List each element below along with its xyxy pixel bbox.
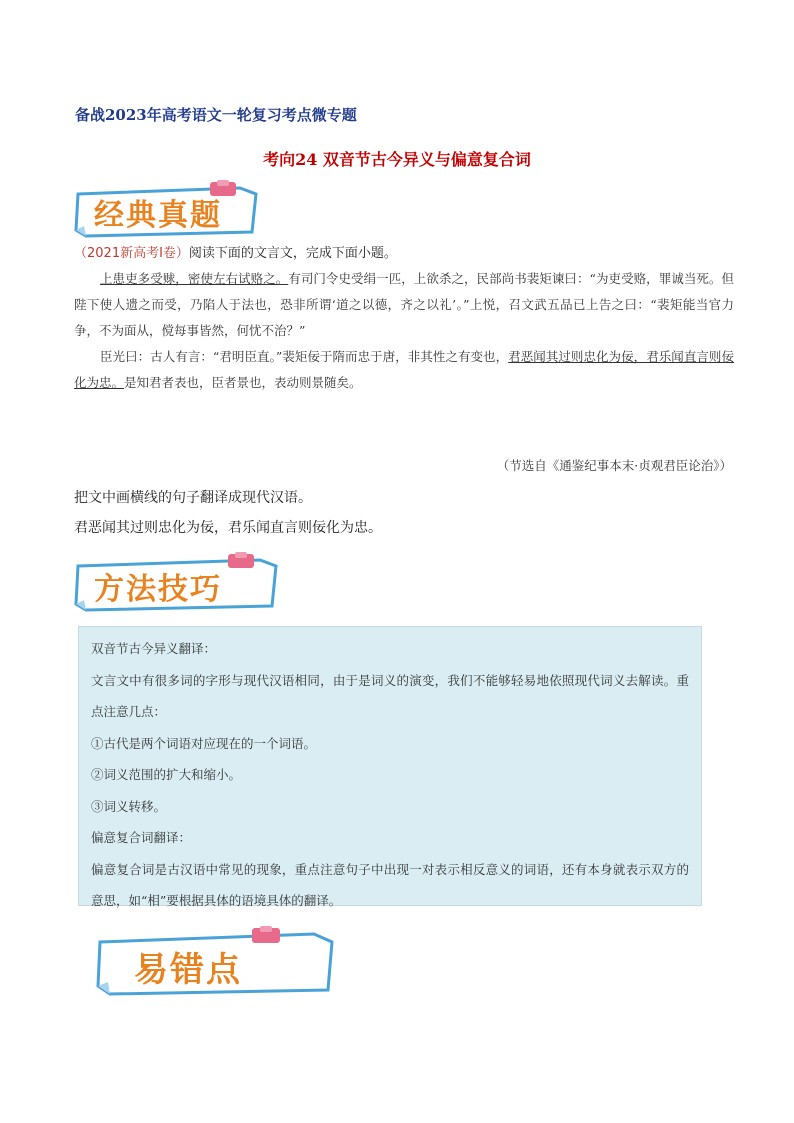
topic-title: 考向24 双音节古今异义与偏意复合词 [263, 150, 531, 169]
banner-mistake [94, 926, 339, 1000]
classical-p1-rest: 有司门令史受绢一匹，上欲杀之，民部尚书裴矩谏曰：“为吏受赂，罪诚当死。但陛下使人遗之而受，乃陷人于法也，恐非所谓‘道之以德，齐之以礼’。”上悦，召文武五品已上告之曰：“裴矩能当官力争，不为面从，傥每事皆然，何忧不治？” [74, 271, 734, 338]
classical-p2-start: 臣光曰：古人有言：“君明臣直。”裴矩佞于隋而忠于唐，非其性之有变也， [100, 349, 509, 364]
banner-classic [72, 180, 262, 242]
method-line-6: 偏意复合词翻译： [91, 830, 192, 845]
classical-paragraph-1 [74, 266, 734, 344]
question-source: （2021新高考Ⅰ卷） [74, 246, 189, 261]
method-tips-box [78, 626, 702, 906]
question-instruction: 阅读下面的文言文，完成下面小题。 [188, 246, 397, 261]
method-line-4: ②词义范围的扩大和缩小。 [91, 767, 242, 782]
method-line-5: ③词义转移。 [91, 798, 167, 814]
paper-clip-icon [228, 552, 254, 568]
banner-classic-label: 经典真题 [94, 198, 222, 233]
answer-text: 君恶闻其过则忠化为佞，君乐闻直言则佞化为忠。 [74, 520, 382, 536]
method-line-1: 双音节古今异义翻译： [91, 641, 217, 656]
banner-mistake-label: 易错点 [134, 950, 242, 990]
classical-p2-end: 是知君者表也，臣者景也，表动则景随矣。 [124, 375, 362, 390]
method-line-3: ①古代是两个词语对应现在的一个词语。 [91, 735, 317, 751]
method-line-2: 文言文中有很多词的字形与现代汉语相同，由于是词义的演变，我们不能够轻易地依照现代词义去解读。重点注意几点： [91, 672, 689, 719]
question-source-line [74, 242, 397, 261]
method-line-7: 偏意复合词是古汉语中常见的现象，重点注意句子中出现一对表示相反意义的词语，还有本身就表示双方的意思，如“相”要根据具体的语境具体的翻译。 [91, 861, 689, 908]
header-title: 备战2023年高考语文一轮复习考点微专题 [75, 106, 357, 124]
paper-clip-icon [252, 926, 280, 943]
classical-text [74, 266, 734, 396]
classical-paragraph-2 [74, 344, 734, 396]
question-prompt: 把文中画横线的句子翻译成现代汉语。 [74, 490, 312, 506]
banner-method [72, 552, 282, 616]
banner-method-label: 方法技巧 [94, 572, 222, 607]
underlined-sentence-1: 上患吏多受赇，密使左右试赂之。 [100, 271, 289, 286]
citation: （节选自《通鉴纪事本末·贞观君臣论治》） [496, 458, 732, 473]
underlined-sentence-2: 君恶闻其过则忠化为佞，君乐闻直言则佞化为忠。 [74, 349, 734, 390]
